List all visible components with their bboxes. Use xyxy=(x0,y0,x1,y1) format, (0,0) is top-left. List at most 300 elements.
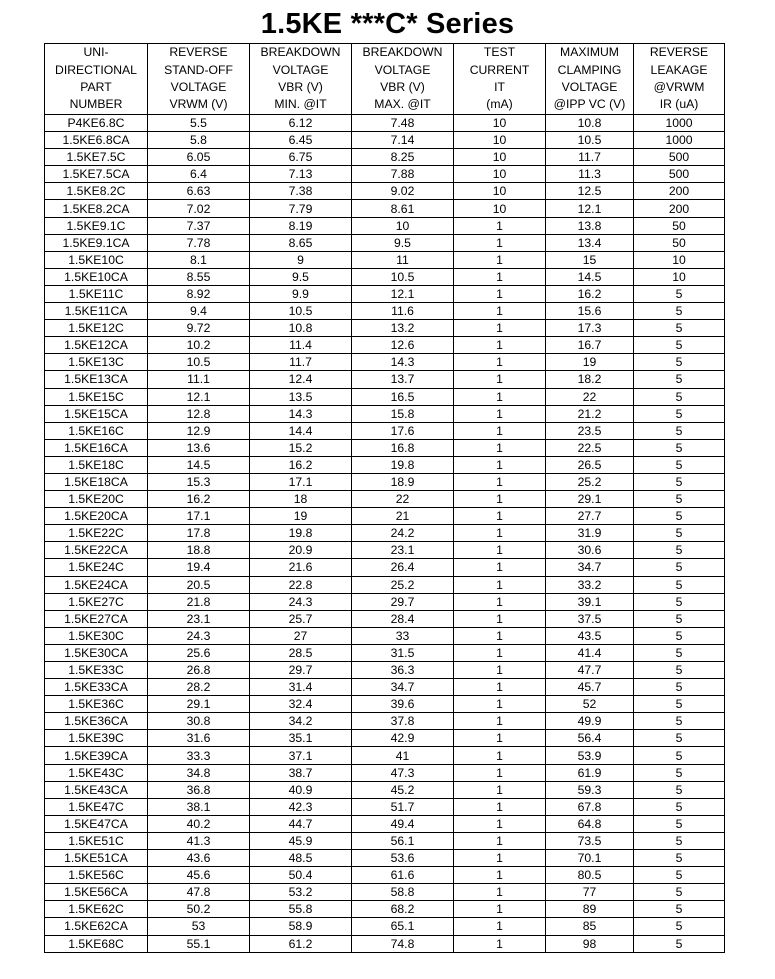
cell-part-number: 1.5KE24C xyxy=(45,559,148,576)
cell-reverse-leakage: 200 xyxy=(634,200,725,217)
cell-part-number: 1.5KE62CA xyxy=(45,918,148,935)
cell-breakdown-min: 12.4 xyxy=(250,371,352,388)
cell-reverse-leakage: 5 xyxy=(634,696,725,713)
cell-clamping-voltage: 77 xyxy=(546,884,634,901)
cell-breakdown-min: 50.4 xyxy=(250,867,352,884)
cell-part-number: 1.5KE12C xyxy=(45,320,148,337)
cell-test-current: 1 xyxy=(454,491,546,508)
column-header-line: TEST xyxy=(483,45,516,60)
table-row xyxy=(45,935,725,952)
cell-breakdown-min: 35.1 xyxy=(250,730,352,747)
table-row xyxy=(45,268,725,285)
cell-breakdown-max: 21 xyxy=(352,508,454,525)
cell-breakdown-min: 45.9 xyxy=(250,832,352,849)
cell-reverse-leakage: 5 xyxy=(634,764,725,781)
table-row xyxy=(45,679,725,696)
cell-breakdown-min: 44.7 xyxy=(250,815,352,832)
cell-part-number: 1.5KE56C xyxy=(45,867,148,884)
cell-clamping-voltage: 89 xyxy=(546,901,634,918)
table-row xyxy=(45,303,725,320)
table-row xyxy=(45,764,725,781)
cell-breakdown-min: 34.2 xyxy=(250,713,352,730)
cell-test-current: 1 xyxy=(454,627,546,644)
cell-clamping-voltage: 73.5 xyxy=(546,832,634,849)
cell-reverse-leakage: 5 xyxy=(634,610,725,627)
cell-breakdown-max: 18.9 xyxy=(352,473,454,490)
cell-breakdown-min: 32.4 xyxy=(250,696,352,713)
cell-stand-off-voltage: 7.78 xyxy=(148,234,250,251)
cell-test-current: 1 xyxy=(454,713,546,730)
column-header-reverse-leakage xyxy=(634,44,725,115)
cell-test-current: 1 xyxy=(454,320,546,337)
cell-stand-off-voltage: 30.8 xyxy=(148,713,250,730)
cell-stand-off-voltage: 33.3 xyxy=(148,747,250,764)
cell-breakdown-max: 17.6 xyxy=(352,422,454,439)
cell-clamping-voltage: 22.5 xyxy=(546,439,634,456)
cell-breakdown-min: 28.5 xyxy=(250,644,352,661)
cell-part-number: 1.5KE13CA xyxy=(45,371,148,388)
cell-breakdown-max: 24.2 xyxy=(352,525,454,542)
column-header-line: MAX. @IT xyxy=(374,97,431,112)
cell-stand-off-voltage: 16.2 xyxy=(148,491,250,508)
table-row xyxy=(45,405,725,422)
cell-reverse-leakage: 5 xyxy=(634,850,725,867)
cell-test-current: 1 xyxy=(454,285,546,302)
cell-part-number: 1.5KE56CA xyxy=(45,884,148,901)
cell-clamping-voltage: 10.5 xyxy=(546,132,634,149)
cell-stand-off-voltage: 26.8 xyxy=(148,662,250,679)
table-row xyxy=(45,815,725,832)
cell-part-number: 1.5KE51C xyxy=(45,832,148,849)
cell-breakdown-min: 9.9 xyxy=(250,285,352,302)
cell-breakdown-max: 42.9 xyxy=(352,730,454,747)
cell-breakdown-min: 19.8 xyxy=(250,525,352,542)
cell-test-current: 10 xyxy=(454,183,546,200)
cell-stand-off-voltage: 9.72 xyxy=(148,320,250,337)
cell-part-number: 1.5KE33C xyxy=(45,662,148,679)
cell-stand-off-voltage: 17.8 xyxy=(148,525,250,542)
cell-stand-off-voltage: 45.6 xyxy=(148,867,250,884)
cell-clamping-voltage: 13.4 xyxy=(546,234,634,251)
cell-clamping-voltage: 13.8 xyxy=(546,217,634,234)
cell-test-current: 1 xyxy=(454,405,546,422)
cell-part-number: 1.5KE30C xyxy=(45,627,148,644)
cell-clamping-voltage: 85 xyxy=(546,918,634,935)
cell-reverse-leakage: 5 xyxy=(634,832,725,849)
cell-stand-off-voltage: 19.4 xyxy=(148,559,250,576)
column-header-line: IR (uA) xyxy=(659,97,699,112)
cell-breakdown-min: 6.12 xyxy=(250,115,352,132)
cell-reverse-leakage: 5 xyxy=(634,542,725,559)
cell-clamping-voltage: 33.2 xyxy=(546,576,634,593)
cell-reverse-leakage: 5 xyxy=(634,884,725,901)
cell-stand-off-voltage: 13.6 xyxy=(148,439,250,456)
page-title: 1.5KE ***C* Series xyxy=(260,8,515,40)
cell-stand-off-voltage: 50.2 xyxy=(148,901,250,918)
cell-clamping-voltage: 47.7 xyxy=(546,662,634,679)
table-row xyxy=(45,781,725,798)
cell-reverse-leakage: 5 xyxy=(634,679,725,696)
cell-breakdown-max: 61.6 xyxy=(352,867,454,884)
cell-stand-off-voltage: 11.1 xyxy=(148,371,250,388)
cell-clamping-voltage: 25.2 xyxy=(546,473,634,490)
column-header-line: VOLTAGE xyxy=(374,62,431,77)
cell-test-current: 1 xyxy=(454,918,546,935)
table-row xyxy=(45,918,725,935)
table-row xyxy=(45,166,725,183)
cell-breakdown-max: 45.2 xyxy=(352,781,454,798)
cell-reverse-leakage: 5 xyxy=(634,303,725,320)
cell-breakdown-max: 51.7 xyxy=(352,798,454,815)
cell-reverse-leakage: 500 xyxy=(634,166,725,183)
column-header-line: VRWM (V) xyxy=(169,97,228,112)
column-header-part-number xyxy=(45,44,148,115)
cell-reverse-leakage: 5 xyxy=(634,798,725,815)
column-header-line: CURRENT xyxy=(469,62,530,77)
cell-part-number: 1.5KE9.1C xyxy=(45,217,148,234)
cell-stand-off-voltage: 6.4 xyxy=(148,166,250,183)
cell-part-number: 1.5KE20C xyxy=(45,491,148,508)
cell-test-current: 1 xyxy=(454,371,546,388)
cell-part-number: 1.5KE10C xyxy=(45,251,148,268)
cell-clamping-voltage: 61.9 xyxy=(546,764,634,781)
cell-reverse-leakage: 5 xyxy=(634,644,725,661)
table-row xyxy=(45,696,725,713)
cell-reverse-leakage: 5 xyxy=(634,815,725,832)
cell-part-number: 1.5KE13C xyxy=(45,354,148,371)
cell-part-number: 1.5KE68C xyxy=(45,935,148,952)
table-row xyxy=(45,627,725,644)
cell-clamping-voltage: 17.3 xyxy=(546,320,634,337)
cell-breakdown-max: 22 xyxy=(352,491,454,508)
cell-reverse-leakage: 500 xyxy=(634,149,725,166)
cell-test-current: 1 xyxy=(454,268,546,285)
cell-stand-off-voltage: 38.1 xyxy=(148,798,250,815)
column-header-line: @IPP VC (V) xyxy=(553,97,626,112)
cell-test-current: 1 xyxy=(454,473,546,490)
cell-stand-off-voltage: 17.1 xyxy=(148,508,250,525)
table-row xyxy=(45,576,725,593)
column-header-line: VOLTAGE xyxy=(170,80,227,94)
cell-breakdown-max: 14.3 xyxy=(352,354,454,371)
cell-reverse-leakage: 5 xyxy=(634,320,725,337)
column-header-line: LEAKAGE xyxy=(650,62,708,77)
table-row xyxy=(45,388,725,405)
cell-reverse-leakage: 5 xyxy=(634,935,725,952)
cell-stand-off-voltage: 21.8 xyxy=(148,593,250,610)
cell-stand-off-voltage: 6.05 xyxy=(148,149,250,166)
cell-test-current: 1 xyxy=(454,696,546,713)
cell-breakdown-max: 16.5 xyxy=(352,388,454,405)
cell-breakdown-max: 15.8 xyxy=(352,405,454,422)
cell-clamping-voltage: 14.5 xyxy=(546,268,634,285)
table-row xyxy=(45,798,725,815)
cell-test-current: 1 xyxy=(454,764,546,781)
cell-clamping-voltage: 39.1 xyxy=(546,593,634,610)
cell-stand-off-voltage: 9.4 xyxy=(148,303,250,320)
cell-breakdown-min: 31.4 xyxy=(250,679,352,696)
cell-reverse-leakage: 5 xyxy=(634,491,725,508)
cell-stand-off-voltage: 10.5 xyxy=(148,354,250,371)
cell-stand-off-voltage: 55.1 xyxy=(148,935,250,952)
cell-test-current: 1 xyxy=(454,850,546,867)
table-row xyxy=(45,713,725,730)
cell-breakdown-max: 58.8 xyxy=(352,884,454,901)
cell-clamping-voltage: 98 xyxy=(546,935,634,952)
cell-reverse-leakage: 10 xyxy=(634,251,725,268)
cell-breakdown-max: 39.6 xyxy=(352,696,454,713)
cell-breakdown-max: 36.3 xyxy=(352,662,454,679)
cell-clamping-voltage: 26.5 xyxy=(546,456,634,473)
cell-breakdown-max: 26.4 xyxy=(352,559,454,576)
table-row xyxy=(45,456,725,473)
table-row xyxy=(45,832,725,849)
cell-part-number: 1.5KE11C xyxy=(45,285,148,302)
column-header-line: VOLTAGE xyxy=(272,62,329,77)
table-row xyxy=(45,422,725,439)
cell-part-number: 1.5KE12CA xyxy=(45,337,148,354)
cell-breakdown-min: 8.65 xyxy=(250,234,352,251)
cell-stand-off-voltage: 5.5 xyxy=(148,115,250,132)
spec-table xyxy=(44,43,725,953)
cell-test-current: 1 xyxy=(454,679,546,696)
cell-part-number: 1.5KE51CA xyxy=(45,850,148,867)
column-header-line: CLAMPING xyxy=(557,62,622,77)
cell-test-current: 1 xyxy=(454,730,546,747)
cell-breakdown-max: 13.2 xyxy=(352,320,454,337)
cell-breakdown-min: 9 xyxy=(250,251,352,268)
column-header-line: BREAKDOWN xyxy=(260,45,341,60)
cell-reverse-leakage: 5 xyxy=(634,593,725,610)
column-header-line: IT xyxy=(494,80,505,94)
cell-clamping-voltage: 37.5 xyxy=(546,610,634,627)
cell-reverse-leakage: 5 xyxy=(634,730,725,747)
cell-breakdown-min: 6.45 xyxy=(250,132,352,149)
cell-breakdown-max: 74.8 xyxy=(352,935,454,952)
column-header-line: STAND-OFF xyxy=(164,62,233,77)
cell-test-current: 1 xyxy=(454,251,546,268)
cell-breakdown-min: 27 xyxy=(250,627,352,644)
cell-part-number: 1.5KE30CA xyxy=(45,644,148,661)
table-row xyxy=(45,371,725,388)
cell-part-number: 1.5KE7.5C xyxy=(45,149,148,166)
cell-breakdown-min: 7.79 xyxy=(250,200,352,217)
cell-stand-off-voltage: 36.8 xyxy=(148,781,250,798)
cell-breakdown-max: 41 xyxy=(352,747,454,764)
cell-stand-off-voltage: 43.6 xyxy=(148,850,250,867)
cell-test-current: 1 xyxy=(454,234,546,251)
cell-test-current: 1 xyxy=(454,610,546,627)
cell-test-current: 1 xyxy=(454,303,546,320)
cell-part-number: 1.5KE20CA xyxy=(45,508,148,525)
cell-clamping-voltage: 56.4 xyxy=(546,730,634,747)
cell-reverse-leakage: 5 xyxy=(634,525,725,542)
cell-breakdown-max: 28.4 xyxy=(352,610,454,627)
cell-reverse-leakage: 50 xyxy=(634,217,725,234)
cell-reverse-leakage: 5 xyxy=(634,867,725,884)
cell-part-number: 1.5KE24CA xyxy=(45,576,148,593)
cell-breakdown-max: 12.1 xyxy=(352,285,454,302)
cell-part-number: 1.5KE15CA xyxy=(45,405,148,422)
column-header-line: REVERSE xyxy=(169,45,228,60)
cell-breakdown-min: 38.7 xyxy=(250,764,352,781)
cell-breakdown-max: 56.1 xyxy=(352,832,454,849)
cell-breakdown-max: 49.4 xyxy=(352,815,454,832)
cell-breakdown-max: 65.1 xyxy=(352,918,454,935)
cell-stand-off-voltage: 12.9 xyxy=(148,422,250,439)
cell-breakdown-max: 68.2 xyxy=(352,901,454,918)
cell-breakdown-max: 11 xyxy=(352,251,454,268)
cell-stand-off-voltage: 47.8 xyxy=(148,884,250,901)
cell-breakdown-min: 29.7 xyxy=(250,662,352,679)
cell-reverse-leakage: 5 xyxy=(634,627,725,644)
table-row xyxy=(45,132,725,149)
cell-breakdown-max: 53.6 xyxy=(352,850,454,867)
cell-breakdown-max: 33 xyxy=(352,627,454,644)
cell-test-current: 10 xyxy=(454,166,546,183)
column-header-line: DIRECTIONAL xyxy=(55,62,137,77)
cell-part-number: 1.5KE27C xyxy=(45,593,148,610)
cell-clamping-voltage: 67.8 xyxy=(546,798,634,815)
table-row xyxy=(45,867,725,884)
cell-reverse-leakage: 5 xyxy=(634,713,725,730)
cell-breakdown-min: 53.2 xyxy=(250,884,352,901)
cell-breakdown-min: 10.8 xyxy=(250,320,352,337)
cell-reverse-leakage: 1000 xyxy=(634,115,725,132)
cell-part-number: 1.5KE16C xyxy=(45,422,148,439)
cell-part-number: 1.5KE33CA xyxy=(45,679,148,696)
cell-stand-off-voltage: 7.37 xyxy=(148,217,250,234)
cell-breakdown-min: 8.19 xyxy=(250,217,352,234)
cell-breakdown-max: 8.25 xyxy=(352,149,454,166)
cell-clamping-voltage: 70.1 xyxy=(546,850,634,867)
cell-clamping-voltage: 41.4 xyxy=(546,644,634,661)
cell-test-current: 1 xyxy=(454,798,546,815)
cell-stand-off-voltage: 28.2 xyxy=(148,679,250,696)
table-row xyxy=(45,884,725,901)
cell-part-number: 1.5KE62C xyxy=(45,901,148,918)
table-row xyxy=(45,149,725,166)
cell-reverse-leakage: 5 xyxy=(634,337,725,354)
cell-breakdown-min: 10.5 xyxy=(250,303,352,320)
cell-clamping-voltage: 11.7 xyxy=(546,149,634,166)
cell-reverse-leakage: 5 xyxy=(634,439,725,456)
cell-reverse-leakage: 5 xyxy=(634,901,725,918)
cell-breakdown-max: 8.61 xyxy=(352,200,454,217)
cell-clamping-voltage: 49.9 xyxy=(546,713,634,730)
table-row xyxy=(45,234,725,251)
cell-stand-off-voltage: 6.63 xyxy=(148,183,250,200)
cell-test-current: 1 xyxy=(454,644,546,661)
cell-stand-off-voltage: 5.8 xyxy=(148,132,250,149)
cell-breakdown-min: 7.13 xyxy=(250,166,352,183)
cell-part-number: 1.5KE36C xyxy=(45,696,148,713)
table-row xyxy=(45,285,725,302)
cell-test-current: 1 xyxy=(454,508,546,525)
cell-stand-off-voltage: 29.1 xyxy=(148,696,250,713)
cell-test-current: 1 xyxy=(454,815,546,832)
cell-part-number: 1.5KE39CA xyxy=(45,747,148,764)
cell-stand-off-voltage: 12.1 xyxy=(148,388,250,405)
cell-part-number: 1.5KE47CA xyxy=(45,815,148,832)
cell-test-current: 1 xyxy=(454,525,546,542)
cell-test-current: 1 xyxy=(454,542,546,559)
cell-part-number: 1.5KE8.2CA xyxy=(45,200,148,217)
cell-test-current: 1 xyxy=(454,884,546,901)
cell-breakdown-min: 48.5 xyxy=(250,850,352,867)
cell-stand-off-voltage: 10.2 xyxy=(148,337,250,354)
cell-clamping-voltage: 30.6 xyxy=(546,542,634,559)
cell-breakdown-min: 24.3 xyxy=(250,593,352,610)
cell-breakdown-min: 42.3 xyxy=(250,798,352,815)
cell-clamping-voltage: 16.7 xyxy=(546,337,634,354)
cell-breakdown-max: 7.14 xyxy=(352,132,454,149)
cell-clamping-voltage: 12.1 xyxy=(546,200,634,217)
cell-test-current: 1 xyxy=(454,747,546,764)
table-row xyxy=(45,491,725,508)
cell-test-current: 1 xyxy=(454,456,546,473)
cell-clamping-voltage: 34.7 xyxy=(546,559,634,576)
cell-breakdown-max: 37.8 xyxy=(352,713,454,730)
cell-clamping-voltage: 59.3 xyxy=(546,781,634,798)
cell-reverse-leakage: 5 xyxy=(634,405,725,422)
column-header-clamping-voltage xyxy=(546,44,634,115)
cell-test-current: 1 xyxy=(454,559,546,576)
cell-breakdown-min: 18 xyxy=(250,491,352,508)
cell-breakdown-max: 11.6 xyxy=(352,303,454,320)
cell-reverse-leakage: 5 xyxy=(634,747,725,764)
table-row xyxy=(45,593,725,610)
cell-clamping-voltage: 21.2 xyxy=(546,405,634,422)
cell-part-number: 1.5KE36CA xyxy=(45,713,148,730)
table-row xyxy=(45,901,725,918)
column-header-line: BREAKDOWN xyxy=(362,45,443,60)
spec-table-head xyxy=(45,44,725,115)
cell-part-number: 1.5KE6.8CA xyxy=(45,132,148,149)
cell-stand-off-voltage: 20.5 xyxy=(148,576,250,593)
cell-breakdown-min: 40.9 xyxy=(250,781,352,798)
table-row xyxy=(45,610,725,627)
table-row xyxy=(45,183,725,200)
table-row xyxy=(45,559,725,576)
cell-stand-off-voltage: 34.8 xyxy=(148,764,250,781)
column-header-line: @VRWM xyxy=(653,80,705,94)
column-header-line: PART xyxy=(80,80,112,94)
cell-breakdown-min: 9.5 xyxy=(250,268,352,285)
table-row xyxy=(45,747,725,764)
cell-part-number: P4KE6.8C xyxy=(45,115,148,132)
table-row xyxy=(45,337,725,354)
cell-test-current: 1 xyxy=(454,832,546,849)
cell-breakdown-max: 9.5 xyxy=(352,234,454,251)
table-row xyxy=(45,354,725,371)
cell-breakdown-max: 9.02 xyxy=(352,183,454,200)
cell-part-number: 1.5KE8.2C xyxy=(45,183,148,200)
cell-stand-off-voltage: 8.55 xyxy=(148,268,250,285)
cell-test-current: 1 xyxy=(454,662,546,679)
cell-stand-off-voltage: 18.8 xyxy=(148,542,250,559)
cell-test-current: 1 xyxy=(454,217,546,234)
cell-stand-off-voltage: 31.6 xyxy=(148,730,250,747)
cell-reverse-leakage: 5 xyxy=(634,285,725,302)
table-row xyxy=(45,115,725,132)
cell-reverse-leakage: 5 xyxy=(634,781,725,798)
column-header-line: VOLTAGE xyxy=(561,80,618,94)
cell-stand-off-voltage: 24.3 xyxy=(148,627,250,644)
cell-breakdown-min: 15.2 xyxy=(250,439,352,456)
cell-part-number: 1.5KE11CA xyxy=(45,303,148,320)
column-header-breakdown-max xyxy=(352,44,454,115)
